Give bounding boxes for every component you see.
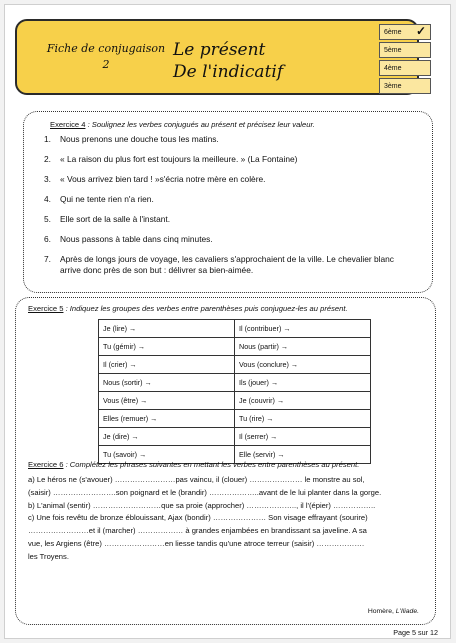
table-row: Vous (être) → Je (couvrir) → (99, 392, 371, 410)
conjugation-table (98, 319, 371, 464)
grade-6: 6ème ✓ (379, 24, 431, 40)
text-line: c) Une fois revêtu de bronze éblouissant, Ajax (bondir) ………………… Son visage effrayant (sourire) (28, 513, 368, 523)
exercise-6-instruction: Exercice 6 : Complétez les phrases suivantes en mettant les verbes entre parenthèses au présent. (28, 460, 360, 469)
text-line: b) L'animal (sentir) ………………………que sa proie (approcher) ……………….., il l'(épier) …………….. (28, 500, 376, 510)
list-item: 6. Nous passons à table dans cinq minutes. (44, 234, 213, 244)
worksheet-title: Le présent De l'indicatif (173, 40, 284, 82)
exercise-6-text (28, 474, 424, 564)
grade-5: 5ème (379, 42, 431, 58)
text-line: (saisir) …………………….son poignard et le (brandir) ………………..avant de le lui planter dans la gorge. (28, 487, 382, 497)
table-row: Je (dire) → Il (serrer) → (99, 428, 371, 446)
exercise-4-sentences (44, 134, 414, 285)
table-row: Il (crier) → Vous (conclure) → (99, 356, 371, 374)
list-item: 1. Nous prenons une douche tous les matins. (44, 134, 219, 144)
worksheet-label: Fiche de conjugaison 2 (46, 42, 166, 71)
exercise-4-instruction: Exercice 4 : Soulignez les verbes conjugués au présent et précisez leur valeur. (50, 120, 315, 129)
table-row: Elles (remuer) → Tu (rire) → (99, 410, 371, 428)
exercise-5-instruction: Exercice 5 : Indiquez les groupes des verbes entre parenthèses puis conjuguez-les au présent. (28, 304, 348, 313)
grade-level-list (379, 24, 431, 96)
list-item: 3. « Vous arrivez bien tard ! »s'écria notre mère en colère. (44, 174, 266, 184)
table-row: Je (lire) → Il (contribuer) → (99, 320, 371, 338)
source-citation: Homère, L'Iliade. (367, 608, 419, 615)
list-item: 5. Elle sort de la salle à l'instant. (44, 214, 171, 224)
text-line: vue, les Argiens (être) ……………………en liesse tandis qu'une atroce terreur (saisir) ………………. (28, 538, 365, 548)
text-line: les Troyens. (28, 551, 69, 561)
grade-3: 3ème (379, 78, 431, 94)
page-number: Page 5 sur 12 (393, 628, 438, 637)
list-item: 2. « La raison du plus fort est toujours la meilleure. » (La Fontaine) (44, 154, 298, 164)
list-item: 7. Après de longs jours de voyage, les cavaliers s'approchaient de la ville. Le chevalier blanc arrive donc près de son but : délivrer sa bien-aimée. (44, 254, 394, 275)
table-row: Tu (savoir) → Elle (servir) → (99, 446, 371, 464)
table-row: Tu (gémir) → Nous (partir) → (99, 338, 371, 356)
grade-4: 4ème (379, 60, 431, 76)
worksheet-header (15, 19, 426, 95)
text-line: a) Le héros ne (s'avouer) ……………………pas vaincu, il (clouer) ………………… le monstre au sol, (28, 475, 365, 484)
worksheet-page (4, 4, 451, 639)
exercise-5-6-box (15, 297, 436, 625)
exercise-4-box (23, 111, 433, 293)
table-row: Nous (sortir) → Ils (jouer) → (99, 374, 371, 392)
list-item: 4. Qui ne tente rien n'a rien. (44, 194, 154, 204)
checkmark-icon: ✓ (415, 24, 426, 38)
text-line: ……………………et il (marcher) ……………… à grandes enjambées en brandissant sa javeline. A sa (28, 526, 367, 536)
